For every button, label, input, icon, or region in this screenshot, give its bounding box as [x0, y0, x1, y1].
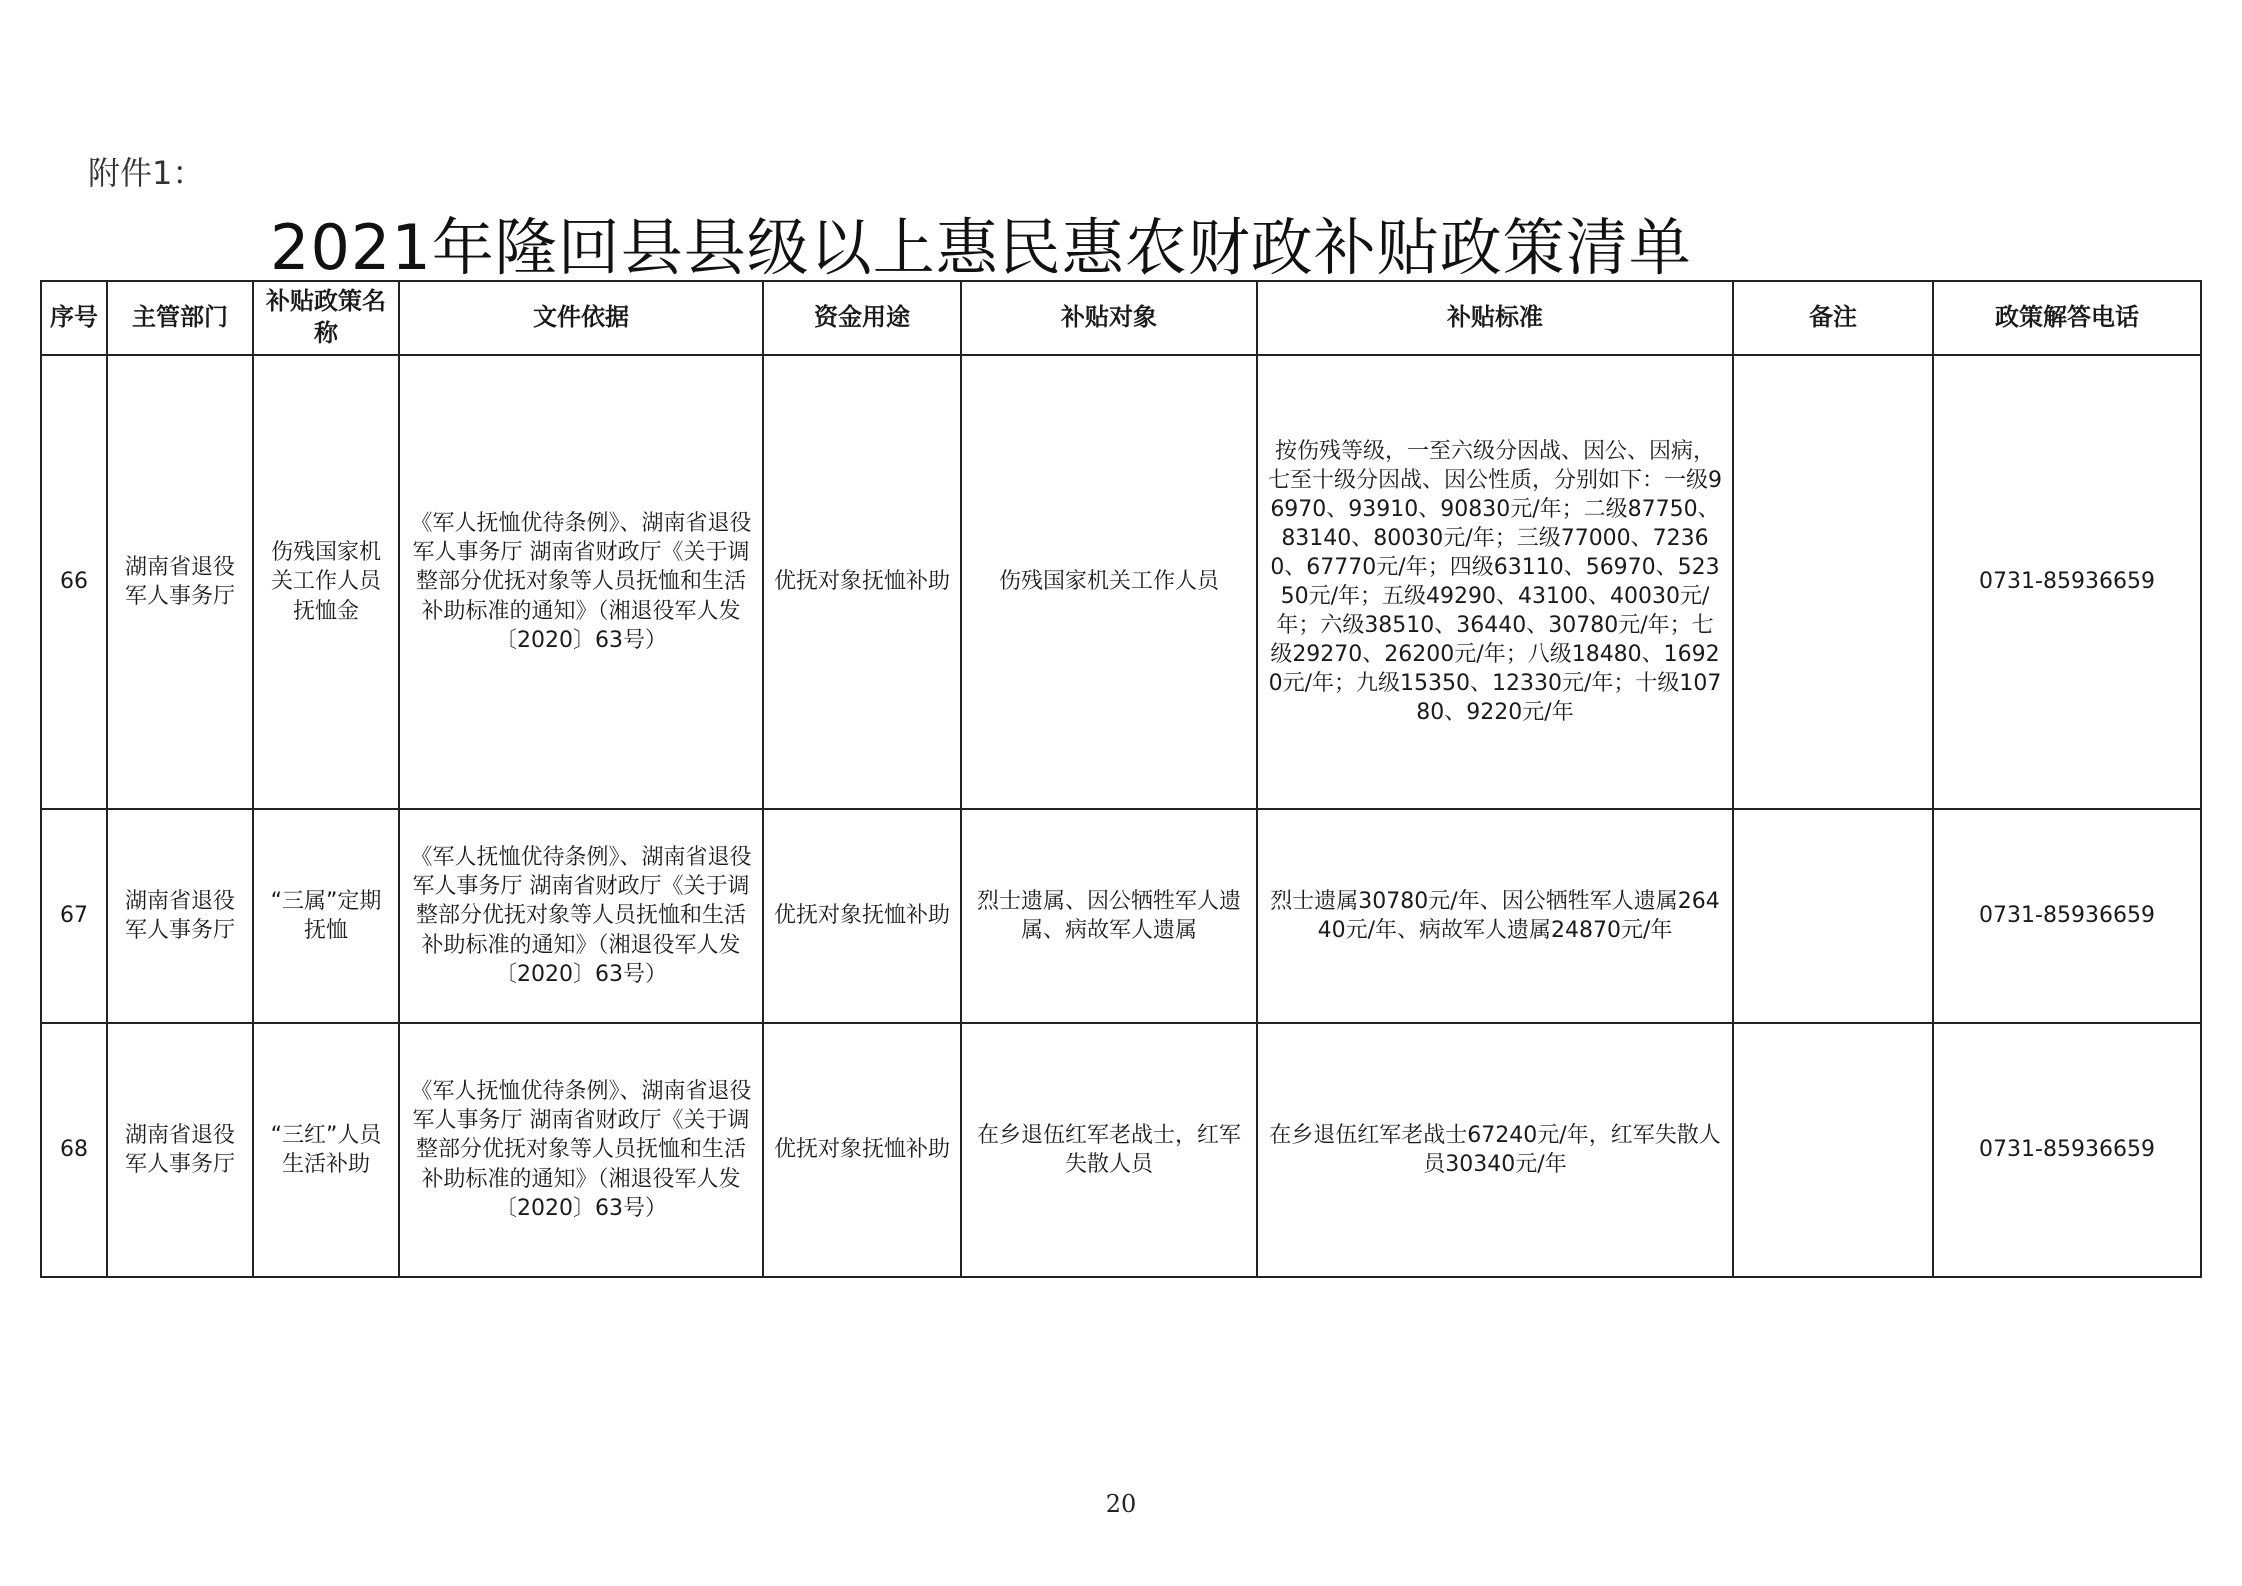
cell-dept: 湖南省退役军人事务厅: [107, 1023, 253, 1277]
cell-standard: 在乡退伍红军老战士67240元/年，红军失散人员30340元/年: [1257, 1023, 1733, 1277]
cell-use: 优抚对象抚恤补助: [763, 1023, 961, 1277]
cell-policy: “三红”人员生活补助: [253, 1023, 399, 1277]
cell-phone: 0731-85936659: [1933, 355, 2201, 809]
header-row: [41, 281, 2201, 355]
policy-table: [40, 280, 2202, 1278]
table-row: [41, 355, 2201, 809]
cell-standard: 按伤残等级，一至六级分因战、因公、因病，七至十级分因战、因公性质，分别如下：一级96970、93910、90830元/年；二级87750、83140、80030元/年；三级77000、72360、67770元/年；四级63110、56970、52350元/年；五级49290、43100、40030元/年；六级38510、36440、30780元/年；七级29270、26200元/年；八级18480、16920元/年；九级15350、12330元/年；十级10780、9220元/年: [1257, 355, 1733, 809]
cell-remark: [1733, 1023, 1933, 1277]
cell-target: 伤残国家机关工作人员: [961, 355, 1257, 809]
cell-remark: [1733, 355, 1933, 809]
header-target: 补贴对象: [961, 281, 1257, 355]
table-row: [41, 1023, 2201, 1277]
cell-target: 在乡退伍红军老战士，红军失散人员: [961, 1023, 1257, 1277]
cell-policy: 伤残国家机关工作人员抚恤金: [253, 355, 399, 809]
header-seq: 序号: [41, 281, 107, 355]
page-number: 20: [1105, 1490, 1137, 1518]
cell-basis: 《军人抚恤优待条例》、湖南省退役军人事务厅 湖南省财政厅《关于调整部分优抚对象等人员抚恤和生活补助标准的通知》（湘退役军人发〔2020〕63号）: [399, 355, 763, 809]
cell-remark: [1733, 809, 1933, 1023]
cell-phone: 0731-85936659: [1933, 809, 2201, 1023]
cell-seq: 66: [41, 355, 107, 809]
cell-seq: 67: [41, 809, 107, 1023]
cell-use: 优抚对象抚恤补助: [763, 355, 961, 809]
header-standard: 补贴标准: [1257, 281, 1733, 355]
header-dept: 主管部门: [107, 281, 253, 355]
cell-basis: 《军人抚恤优待条例》、湖南省退役军人事务厅 湖南省财政厅《关于调整部分优抚对象等人员抚恤和生活补助标准的通知》（湘退役军人发〔2020〕63号）: [399, 809, 763, 1023]
cell-seq: 68: [41, 1023, 107, 1277]
attachment-label: 附件1：: [88, 154, 205, 192]
cell-phone: 0731-85936659: [1933, 1023, 2201, 1277]
document-title: 2021年隆回县县级以上惠民惠农财政补贴政策清单: [270, 211, 1692, 284]
cell-dept: 湖南省退役军人事务厅: [107, 809, 253, 1023]
header-phone: 政策解答电话: [1933, 281, 2201, 355]
table-row: [41, 809, 2201, 1023]
cell-use: 优抚对象抚恤补助: [763, 809, 961, 1023]
cell-basis: 《军人抚恤优待条例》、湖南省退役军人事务厅 湖南省财政厅《关于调整部分优抚对象等人员抚恤和生活补助标准的通知》（湘退役军人发〔2020〕63号）: [399, 1023, 763, 1277]
header-remark: 备注: [1733, 281, 1933, 355]
header-basis: 文件依据: [399, 281, 763, 355]
header-policy: 补贴政策名称: [253, 281, 399, 355]
cell-dept: 湖南省退役军人事务厅: [107, 355, 253, 809]
cell-standard: 烈士遗属30780元/年、因公牺牲军人遗属26440元/年、病故军人遗属24870元/年: [1257, 809, 1733, 1023]
cell-target: 烈士遗属、因公牺牲军人遗属、病故军人遗属: [961, 809, 1257, 1023]
cell-policy: “三属”定期抚恤: [253, 809, 399, 1023]
header-use: 资金用途: [763, 281, 961, 355]
